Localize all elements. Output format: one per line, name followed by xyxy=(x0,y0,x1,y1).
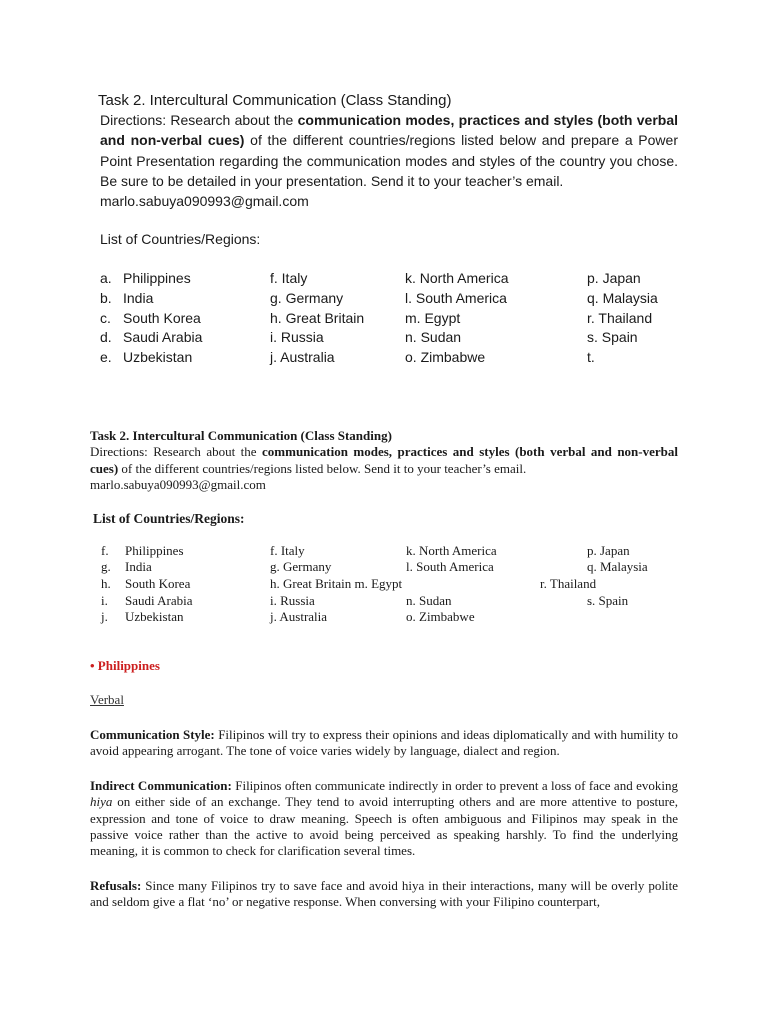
paragraph-refusals: Refusals: Since many Filipinos try to save face and avoid hiya in their interactions, many will be overly polite and seldom give a flat ‘no’ or negative response. When conversing with your Filipino counterpart, xyxy=(90,878,678,910)
section1-column-1 xyxy=(100,269,202,368)
country-item: m. Egypt xyxy=(405,309,461,326)
country-item: r. Thailand xyxy=(587,309,653,326)
country-item: q. Malaysia xyxy=(587,559,648,574)
country-row-label: g. India xyxy=(101,559,152,574)
country-item: a. Philippines xyxy=(100,270,191,286)
country-item: l. South America xyxy=(406,559,494,574)
paragraph-indirect-communication: Indirect Communication: Filipinos often communicate indirectly in order to prevent a loss of face and evoking hiya on either side of an exchange. They tend to avoid interrupting others and are more attentive to posture, expression and tone of voice to draw meaning. Speech is often ambiguous and Filipinos may speak in the passive voice rather than the active to avoid being perceived as speaking harshly. To find the underlying meaning, it is common to check for clarification several times. xyxy=(90,778,678,859)
country-item: p. Japan xyxy=(587,543,630,558)
country-item: g. Germany xyxy=(270,289,344,306)
section2-directions-prefix: Directions: Research about the xyxy=(90,444,263,459)
country-item: d. Saudi Arabia xyxy=(100,329,203,346)
country-item: c. South Korea xyxy=(100,309,201,326)
section1-directions xyxy=(100,110,678,211)
country-item: p. Japan xyxy=(587,270,641,286)
country-item: k. North America xyxy=(405,270,509,286)
country-item: j. Australia xyxy=(270,609,328,624)
paragraph-label: Indirect Communication: xyxy=(90,778,232,793)
country-item: r. Thailand xyxy=(540,576,597,591)
section1-email: marlo.sabuya090993@gmail.com xyxy=(100,193,309,210)
section1-column-2 xyxy=(270,269,364,368)
section2-list-label: List of Countries/Regions: xyxy=(93,511,245,526)
country-item: f. Italy xyxy=(270,270,308,286)
verbal-subheading: Verbal xyxy=(90,692,124,707)
country-row-label: h. South Korea xyxy=(101,576,191,591)
section1-directions-rest: of the different countries/regions listed below and prepare a Power Point Presentation regarding the communication modes and styles of the country you chose. Be sure to be detailed in your presentation. Send it to your teacher’s email. xyxy=(100,132,678,189)
country-item: s. Spain xyxy=(587,329,638,346)
country-item: e. Uzbekistan xyxy=(100,349,193,366)
country-row-label: j. Uzbekistan xyxy=(101,609,184,624)
hiya-term: hiya xyxy=(90,794,113,810)
country-item: b. India xyxy=(100,289,154,306)
section2-email: marlo.sabuya090993@gmail.com xyxy=(90,477,266,493)
country-item: h. Great Britain m. Egypt xyxy=(270,576,403,591)
country-item: k. North America xyxy=(406,543,497,558)
country-item: f. Italy xyxy=(270,543,305,558)
country-item: o. Zimbabwe xyxy=(406,609,475,624)
country-item: g. Germany xyxy=(270,559,332,574)
country-item: l. South America xyxy=(405,289,507,306)
paragraph-label: Communication Style: xyxy=(90,727,215,742)
section1-title: Task 2. Intercultural Communication (Class Standing) xyxy=(98,92,452,109)
country-item: q. Malaysia xyxy=(587,289,658,306)
section1-directions-prefix: Directions: Research about the xyxy=(100,112,298,128)
country-item: j. Australia xyxy=(270,349,335,366)
country-row-label: f. Philippines xyxy=(101,543,184,558)
section2-directions-rest: of the different countries/regions listed below. Send it to your teacher’s email. xyxy=(118,460,527,476)
country-item: n. Sudan xyxy=(405,329,462,346)
section1-column-4 xyxy=(587,269,658,368)
country-item: t. xyxy=(587,349,595,366)
section1-directions-bold: communication modes, practices and styles (both verbal and non-verbal cues) xyxy=(100,112,678,149)
country-item: s. Spain xyxy=(587,593,629,608)
country-item: h. Great Britain xyxy=(270,309,365,326)
section2-directions-bold: communication modes, practices and styles (both verbal and non-verbal cues) xyxy=(90,444,679,476)
country-item: i. Russia xyxy=(270,593,315,608)
paragraph-label: Refusals: xyxy=(90,878,142,893)
section1-column-3 xyxy=(405,269,508,368)
paragraph-communication-style: Communication Style: Filipinos will try to express their opinions and ideas diplomatically and with humility to avoid appearing arrogant. The tone of voice varies widely by language, dialect and region. xyxy=(90,727,678,759)
country-row-label: i. Saudi Arabia xyxy=(101,593,193,608)
country-item: o. Zimbabwe xyxy=(405,349,486,366)
section2-directions xyxy=(90,444,678,494)
country-item: i. Russia xyxy=(270,329,324,346)
section2-title: Task 2. Intercultural Communication (Class Standing) xyxy=(90,428,392,443)
country-item: n. Sudan xyxy=(406,593,452,608)
section1-list-label: List of Countries/Regions: xyxy=(100,231,261,247)
philippines-heading: • Philippines xyxy=(90,658,160,673)
